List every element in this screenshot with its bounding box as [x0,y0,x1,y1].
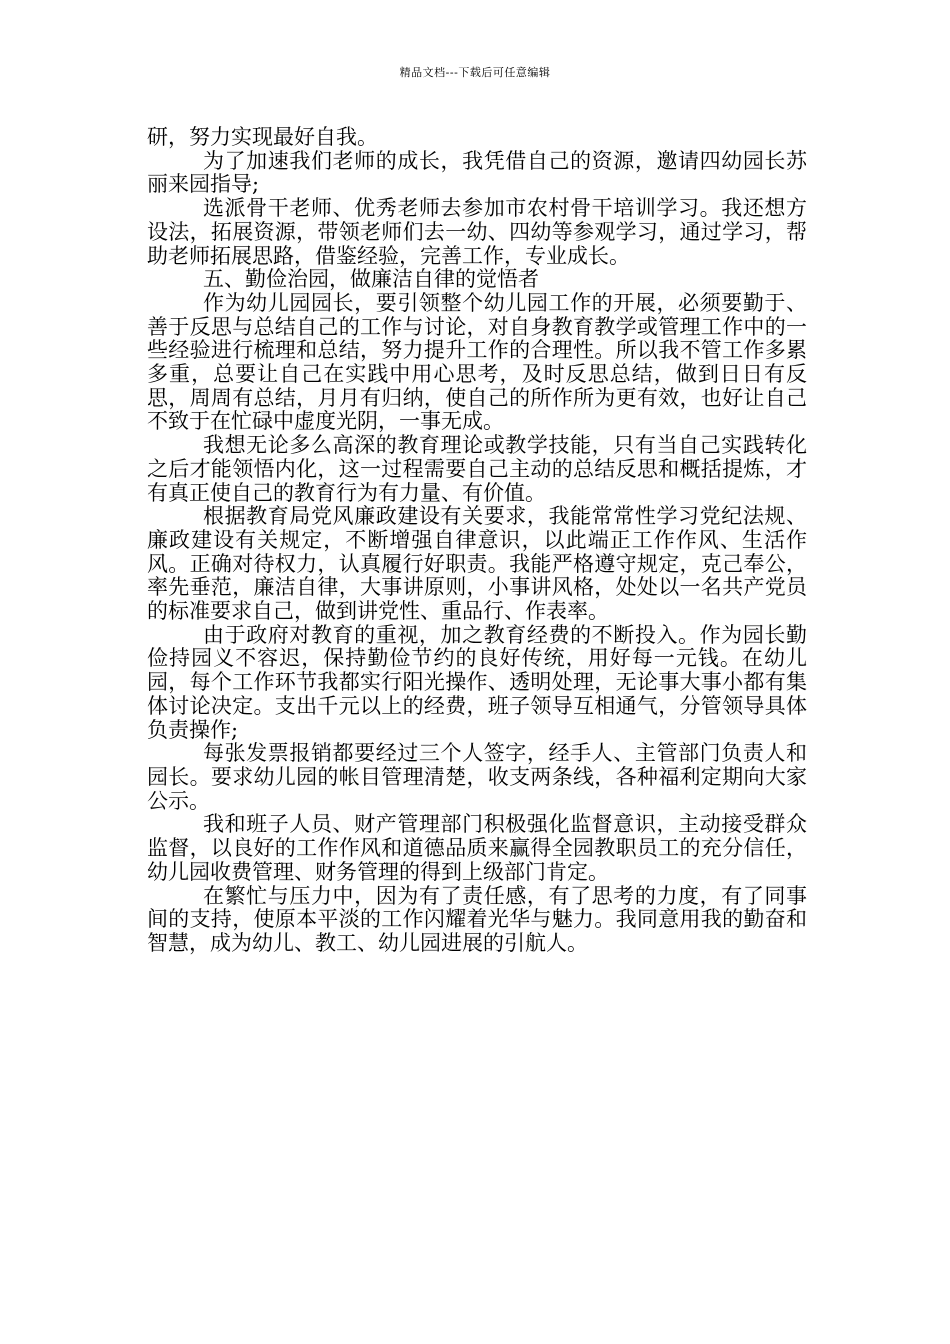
paragraph: 我和班子人员、财产管理部门积极强化监督意识，主动接受群众监督，以良好的工作作风和道德品质来赢得全园教职员工的充分信任，幼儿园收费管理、财务管理的得到上级部门肯定。 [147,812,807,884]
section-heading: 五、勤俭治园，做廉洁自律的觉悟者 [203,267,539,292]
paragraph: 研，努力实现最好自我。 [147,125,378,149]
page-header: 精品文档---下载后可任意编辑 [399,66,551,79]
paragraph: 由于政府对教育的重视，加之教育经费的不断投入。作为园长勤俭持园义不容迟，保持勤俭节约的良好传统，用好每一元钱。在幼儿园，每个工作环节我都实行阳光操作、透明处理，无论事大事小都有集体讨论决定。支出千元以上的经费，班子领导互相通气，分管领导具体负责操作; [147,622,807,742]
document-body [147,126,807,956]
paragraph: 在繁忙与压力中，因为有了责任感，有了思考的力度，有了同事间的支持，使原本平淡的工作闪耀着光华与魅力。我同意用我的勤奋和智慧，成为幼儿、教工、幼儿园进展的引航人。 [147,883,807,955]
paragraph: 为了加速我们老师的成长，我凭借自己的资源，邀请四幼园长苏丽来园指导; [147,148,807,197]
paragraph: 选派骨干老师、优秀老师去参加市农村骨干培训学习。我还想方设法，拓展资源，带领老师们去一幼、四幼等参观学习，通过学习，帮助老师拓展思路，借鉴经验，完善工作，专业成长。 [147,196,807,268]
paragraph: 我想无论多么高深的教育理论或教学技能，只有当自己实践转化之后才能领悟内化，这一过程需要自己主动的总结反思和概括提炼，才有真正使自己的教育行为有力量、有价值。 [147,433,807,505]
paragraph: 根据教育局党风廉政建设有关要求，我能常常性学习党纪法规、廉政建设有关规定，不断增强自律意识，以此端正工作作风、生活作风。正确对待权力，认真履行好职责。我能严格遵守规定，克己奉公，率先垂范，廉洁自律，大事讲原则，小事讲风格，处处以一名共产党员的标准要求自己，做到讲党性、重品行、作表率。 [147,504,807,624]
paragraph: 每张发票报销都要经过三个人签字，经手人、主管部门负责人和园长。要求幼儿园的帐目管理清楚，收支两条线，各种福利定期向大家公示。 [147,741,807,813]
paragraph: 作为幼儿园园长，要引领整个幼儿园工作的开展，必须要勤于、善于反思与总结自己的工作与讨论，对自身教育教学或管理工作中的一些经验进行梳理和总结，努力提升工作的合理性。所以我不管工作多累多重，总要让自己在实践中用心思考，及时反思总结，做到日日有反思，周周有总结，月月有归纳，使自己的所作所为更有效，也好让自己不致于在忙碌中虚度光阴，一事无成。 [147,290,807,434]
